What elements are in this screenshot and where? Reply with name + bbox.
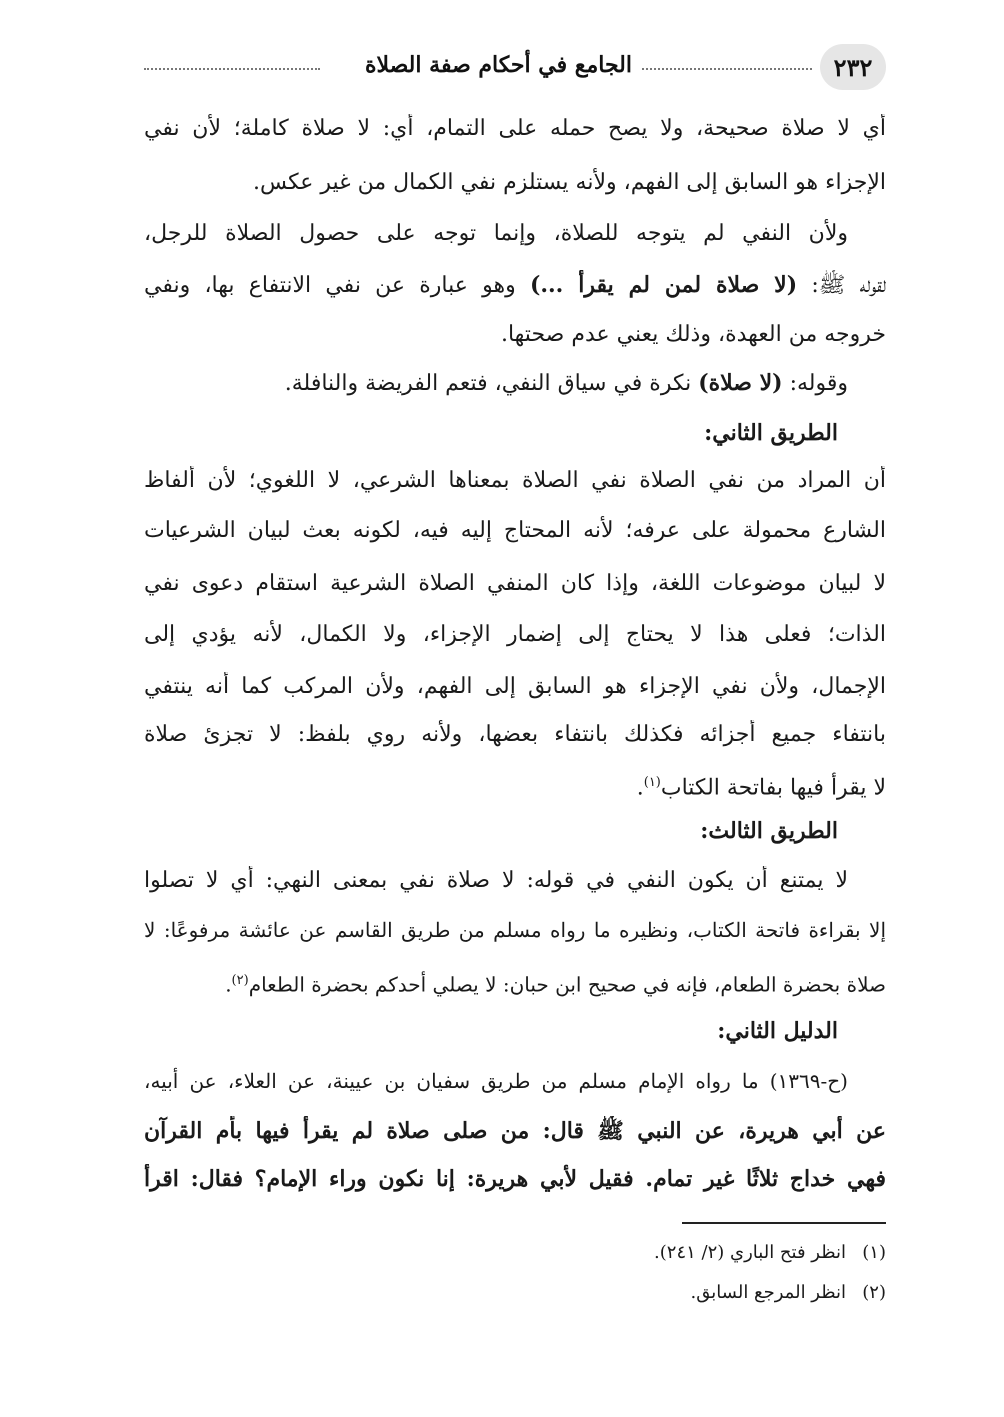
page-header — [140, 44, 886, 96]
body-line: لا لبيان موضوعات اللغة، وإذا كان المنفي الصلاة الشرعية استقام دعوى نفي — [144, 571, 886, 596]
hadith-quote: (لا صلاة) — [698, 370, 783, 396]
body-text: . — [225, 972, 232, 997]
body-text: صلاة بحضرة الطعام، فإنه في صحيح ابن حبان: لا يصلي أحدكم بحضرة الطعام — [248, 972, 886, 997]
body-text: . — [636, 775, 644, 801]
body-text: لقوله ﷺ: — [797, 273, 886, 298]
footnote-number: (١) — [862, 1242, 886, 1263]
body-line — [144, 966, 886, 1000]
body-line: أن المراد من نفي الصلاة نفي الصلاة بمعناها الشرعي، لا اللغوي؛ لأن ألفاظ — [144, 468, 886, 493]
body-line: الإجزاء هو السابق إلى الفهم، ولأنه يستلزم نفي الكمال من غير عكس. — [253, 170, 886, 195]
footnote-text: انظر فتح الباري (٢/ ٢٤١). — [654, 1242, 846, 1263]
body-line: إلا بقراءة فاتحة الكتاب، ونظيره ما رواه مسلم من طريق القاسم عن عائشة مرفوعًا: لا — [144, 918, 886, 942]
section-heading: الطريق الثالث: — [700, 818, 838, 844]
hadith-quote: (لا صلاة لمن لم يقرأ ...) — [529, 272, 798, 298]
header-dotted-rule-right — [642, 68, 812, 70]
body-text: نكرة في سياق النفي، فتعم الفريضة والنافلة. — [284, 371, 699, 396]
footnote-separator — [682, 1222, 886, 1224]
hadith-line: فهي خداج ثلاثًا غير تمام. فقيل لأبي هريرة: إنا نكون وراء الإمام؟ فقال: اقرأ — [144, 1166, 886, 1192]
hadith-line: عن أبي هريرة، عن النبي ﷺ قال: من صلى صلاة لم يقرأ فيها بأم القرآن — [144, 1118, 886, 1144]
body-line — [144, 768, 886, 803]
footnote — [654, 1240, 886, 1266]
body-line: الشارع محمولة على عرفه؛ لأنه المحتاج إليه فيه، لكونه بعث لبيان الشرعيات — [144, 518, 886, 543]
footnote-ref[interactable]: (١) — [643, 775, 661, 790]
body-text: وهو عبارة عن نفي الانتفاع بها، ونفي — [144, 273, 530, 298]
header-dotted-rule-left — [144, 68, 320, 70]
footnote-text: انظر المرجع السابق. — [690, 1282, 846, 1303]
body-line: بانتفاء جميع أجزائه فكذلك بانتفاء بعضها، ولأنه روي بلفظ: لا تجزئ صلاة — [144, 722, 886, 747]
section-heading: الطريق الثاني: — [704, 420, 838, 446]
footnote-ref[interactable]: (٢) — [231, 973, 249, 988]
footnote-number: (٢) — [862, 1282, 886, 1303]
footnote — [691, 1280, 886, 1306]
body-line: ولأن النفي لم يتوجه للصلاة، وإنما توجه على حصول الصلاة للرجل، — [144, 221, 848, 246]
body-line: (ح-١٣٦٩) ما رواه الإمام مسلم من طريق سفيان بن عيينة، عن العلاء، عن أبيه، — [144, 1069, 848, 1093]
body-line: أي لا صلاة صحيحة، ولا يصح حمله على التمام، أي: لا صلاة كاملة؛ لأن نفي — [144, 116, 886, 141]
body-text: وقوله: — [782, 371, 848, 396]
body-line — [144, 368, 886, 399]
page-number: ٢٣٢ — [820, 44, 886, 90]
body-line: لا يمتنع أن يكون النفي في قوله: لا صلاة نفي بمعنى النهي: أي لا تصلوا — [144, 868, 848, 893]
running-title: الجامع في أحكام صفة الصلاة — [364, 52, 632, 78]
body-line: خروجه من العهدة، وذلك يعني عدم صحتها. — [500, 322, 886, 347]
body-line — [144, 270, 886, 301]
section-heading: الدليل الثاني: — [717, 1018, 838, 1044]
body-line: الإجمال، ولأن نفي الإجزاء هو السابق إلى الفهم، ولأن المركب كما أنه ينتفي — [144, 674, 886, 699]
body-line: الذات؛ فعلى هذا لا يحتاج إلى إضمار الإجزاء، ولا الكمال، لأنه يؤدي إلى — [144, 622, 886, 647]
body-text: لا يقرأ فيها بفاتحة الكتاب — [660, 775, 886, 801]
